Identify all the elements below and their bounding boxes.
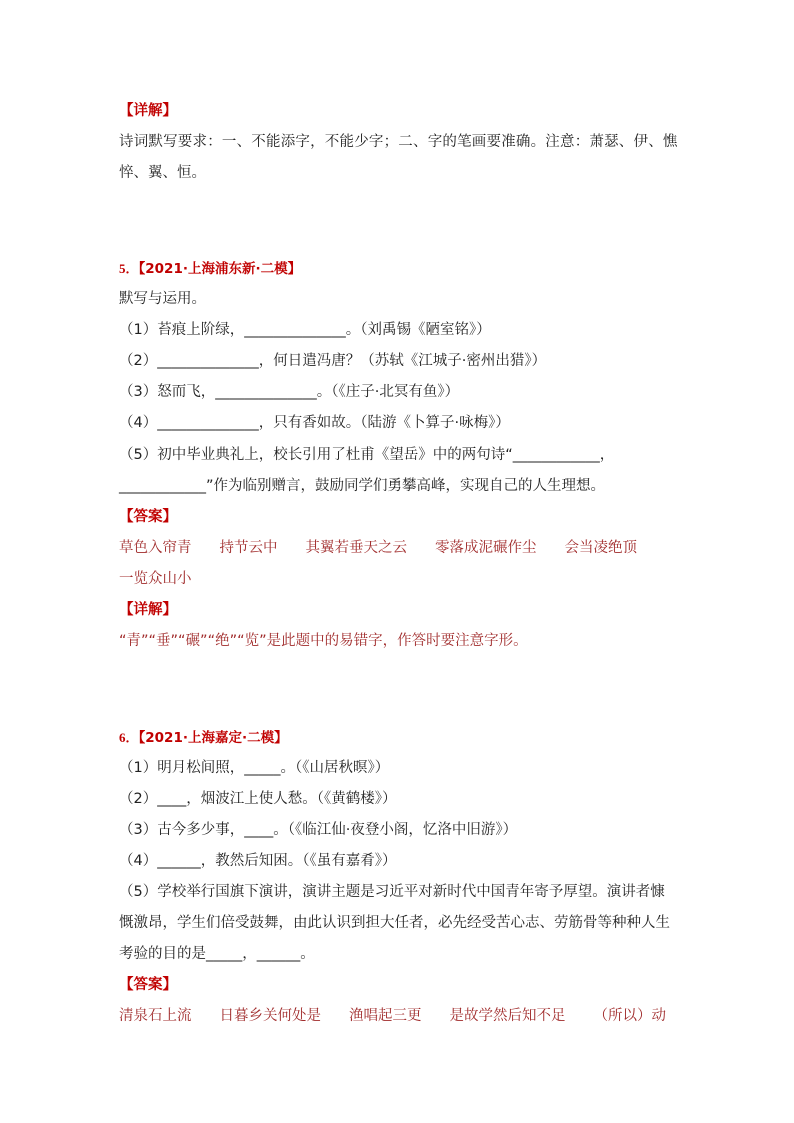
answer-item: 会当凌绝顶 xyxy=(564,540,637,556)
answer-item: 是故学然后知不足 xyxy=(449,1008,566,1024)
answer-line xyxy=(119,1006,666,1026)
explain-text-line: “青”“垂”“碾”“绝”“览”是此题中的易错字，作答时要注意字形。 xyxy=(119,633,528,649)
question-item: 慨激昂，学生们倍受鼓舞，由此认识到担大任者，必先经受苦心志、劳筋骨等种种人生 xyxy=(119,915,670,931)
answer-line xyxy=(119,538,665,558)
explain-heading: 【详解】 xyxy=(119,103,177,119)
question-item: （3）古今多少事，____。（《临江仙·夜登小阁，忆洛中旧游》） xyxy=(119,822,518,838)
question-number: 5． xyxy=(119,261,139,276)
question-item: （1）明月松间照，_____。（《山居秋暝》） xyxy=(119,760,390,776)
question-source: 【2021·上海浦东新·二模】 xyxy=(138,261,302,277)
question-source: 【2021·上海嘉定·二模】 xyxy=(138,730,288,746)
answer-heading: 【答案】 xyxy=(119,977,177,993)
answer-item: 日暮乡关何处是 xyxy=(219,1008,321,1024)
explain-text-line: 悴、翼、恒。 xyxy=(119,165,206,181)
question-5-header xyxy=(119,259,301,279)
explain-heading: 【详解】 xyxy=(119,602,177,618)
answer-item: （所以）动 xyxy=(593,1008,666,1024)
explain-text-line: 诗词默写要求：一、不能添字，不能少字；二、字的笔画要准确。注意：萧瑟、伊、憔 xyxy=(119,134,678,150)
question-prompt: 默写与运用。 xyxy=(119,291,206,307)
question-item: （2）____，烟波江上使人愁。（《黄鹤楼》） xyxy=(119,791,397,807)
answer-heading: 【答案】 xyxy=(119,509,177,525)
question-item: （5）初中毕业典礼上，校长引用了杜甫《望岳》中的两句诗“____________， xyxy=(119,447,615,463)
answer-item: 其翼若垂天之云 xyxy=(305,540,407,556)
answer-item: 持节云中 xyxy=(219,540,278,556)
question-item: （4）______，教然后知困。（《虽有嘉肴》） xyxy=(119,853,397,869)
answer-item: 零落成泥碾作尘 xyxy=(435,540,537,556)
question-item: （5）学校举行国旗下演讲，演讲主题是习近平对新时代中国青年寄予厚望。演讲者慷 xyxy=(119,884,665,900)
answer-item: 一览众山小 xyxy=(119,571,192,587)
question-item: （2）______________，何日遣冯唐？（苏轼《江城子·密州出猎》） xyxy=(119,353,547,369)
question-item: （4）______________，只有香如故。（陆游《卜算子·咏梅》） xyxy=(119,415,510,431)
question-item: （3）怒而飞，______________。（《庄子·北冥有鱼》） xyxy=(119,384,460,400)
answer-item: 渔唱起三更 xyxy=(349,1008,422,1024)
question-6-header xyxy=(119,728,288,748)
question-item: ____________”作为临别赠言，鼓励同学们勇攀高峰，实现自己的人生理想。 xyxy=(119,478,606,494)
question-item: （1）苔痕上阶绿，______________。（刘禹锡《陋室铭》） xyxy=(119,322,491,338)
answer-item: 草色入帘青 xyxy=(119,540,192,556)
answer-item: 清泉石上流 xyxy=(119,1008,192,1024)
question-number: 6． xyxy=(119,730,139,745)
question-item: 考验的目的是_____，______。 xyxy=(119,946,315,962)
